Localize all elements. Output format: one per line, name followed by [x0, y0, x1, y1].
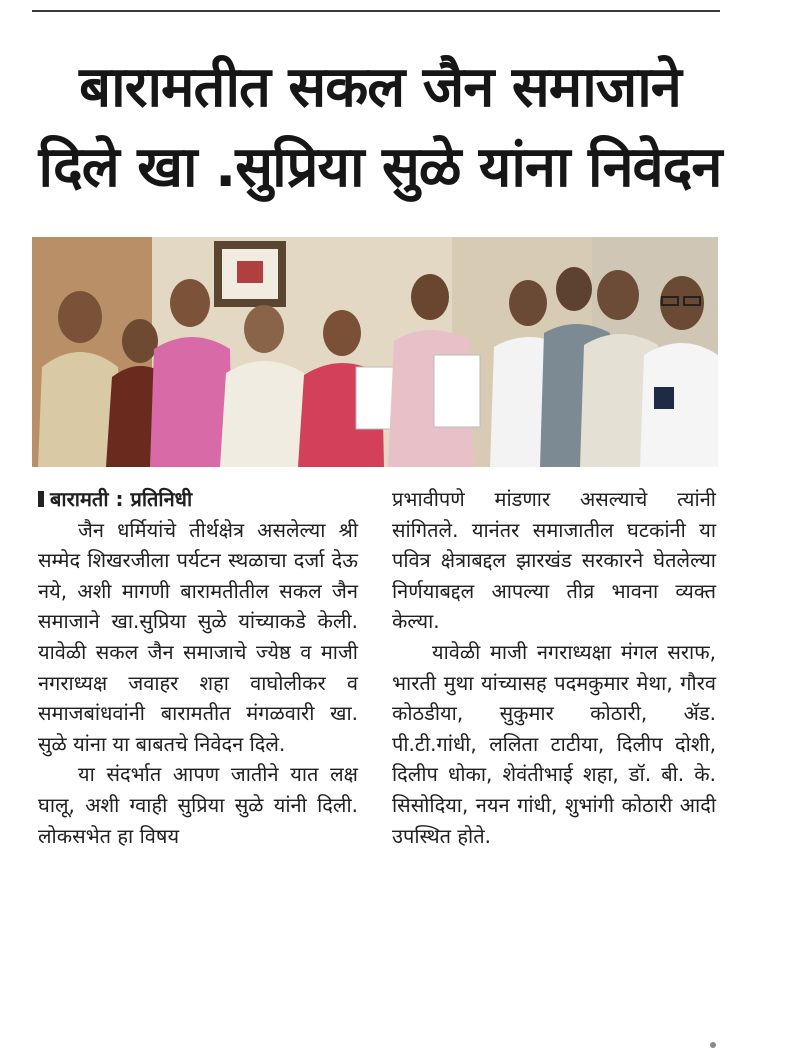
corner-dot-icon — [710, 1042, 716, 1048]
article-column-right — [392, 484, 716, 851]
dateline-bullet-icon — [38, 491, 44, 507]
headline-line-1: बारामतीत सकल जैन समाजाने — [79, 55, 681, 120]
headline-line-2: दिले खा .सुप्रिया सुळे यांना निवेदन — [38, 135, 722, 200]
article-paragraph-3: प्रभावीपणे मांडणार असल्याचे त्यांनी सांगितले. यानंतर समाजातील घटकांनी या पवित्र क्षेत्राबद्दल झारखंड सरकारने घेतलेल्या निर्णयाबद्दल आपल्या तीव्र भावना व्यक्त केल्या. — [392, 487, 716, 634]
article-paragraph-4: यावेळी माजी नगराध्यक्षा मंगल सराफ, भारती मुथा यांच्यासह पदमकुमार मेथा, गौरव कोठडीया, सुकुमार कोठारी, ॲड. पी.टी.गांधी, ललिता टाटीया, दिलीप दोशी, दिलीप धोका, शेवंतीभाई शहा, डॉ. बी. के. सिसोदिया, नयन गांधी, शुभांगी कोठारी आदी उपस्थित होते. — [392, 639, 716, 848]
headline — [20, 48, 740, 208]
dateline — [38, 484, 358, 515]
dateline-place: बारामती — [50, 487, 109, 511]
group-photo-illustration — [32, 237, 718, 467]
top-rule — [32, 10, 720, 12]
news-photo — [32, 237, 718, 467]
article-column-left — [38, 484, 358, 851]
article-paragraph-1: जैन धर्मियांचे तीर्थक्षेत्र असलेल्या श्री सम्मेद शिखरजीला पर्यटन स्थळाचा दर्जा देऊ नये, अशी मागणी बारामतीतील सकल जैन समाजाने खा.सुप्रिया सुळे यांच्याकडे केली. यावेळी सकल जैन समाजाचे ज्येष्ठ व माजी नगराध्यक्ष जवाहर शहा वाघोलीकर व समाजबांधवांनी बारामतीत मंगळवारी खा. सुळे यांना या बाबतचे निवेदन दिले. — [38, 517, 358, 756]
dateline-source: प्रतिनिधी — [130, 487, 193, 511]
dateline-separator: : — [108, 487, 131, 511]
article-paragraph-2: या संदर्भात आपण जातीने यात लक्ष घालू, अशी ग्वाही सुप्रिया सुळे यांनी दिली. लोकसभेत हा विषय — [38, 762, 358, 848]
